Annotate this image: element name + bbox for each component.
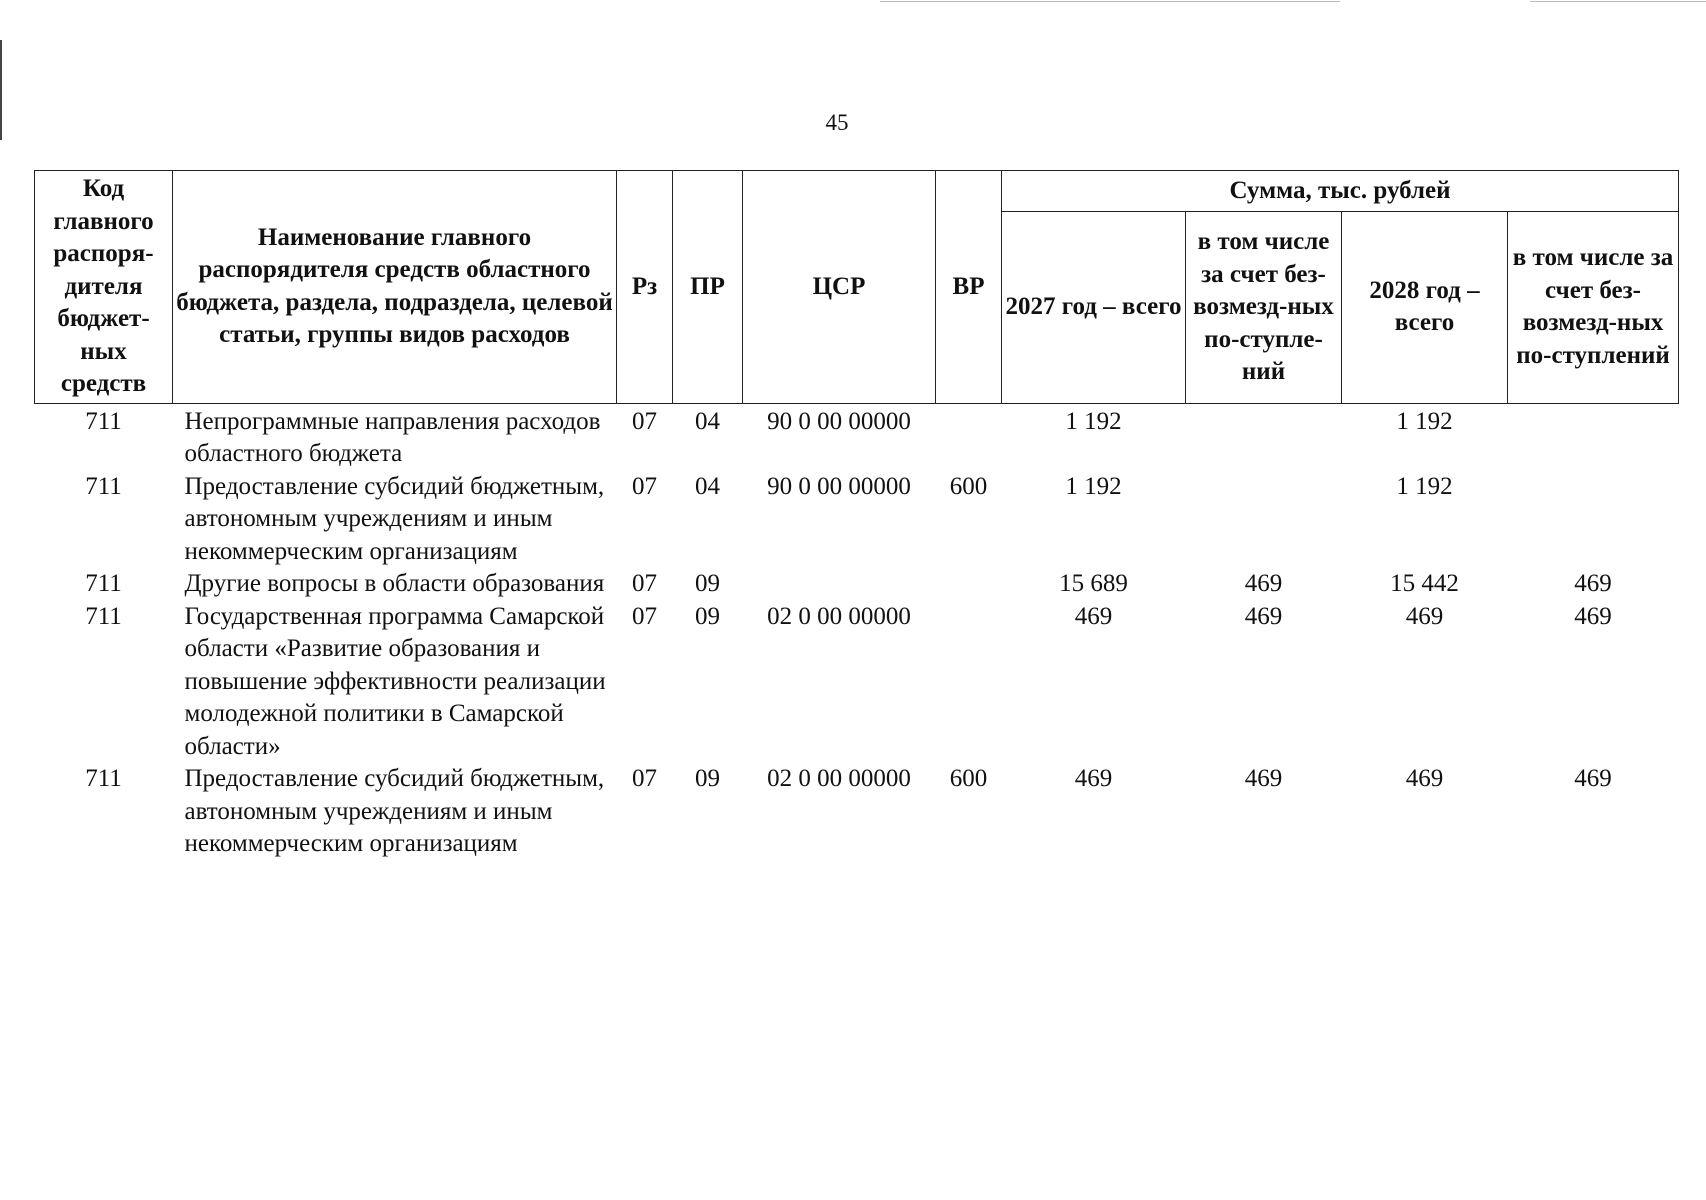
header-2027-grant: в том числе за счет без-возмезд-ных по-ступле-ний <box>1186 212 1342 404</box>
header-sum-group: Сумма, тыс. рублей <box>1002 171 1679 212</box>
header-2028-grant: в том числе за счет без-возмезд-ных по-ступлений <box>1508 212 1679 404</box>
cell-name: Предоставление субсидий бюджетным, автономным учреждениям и иным некоммерческим организациям <box>184 472 605 565</box>
header-name: Наименование главного распорядителя средств областного бюджета, раздела, подраздела, целевой статьи, группы видов расходов <box>173 171 617 404</box>
cell-csr: 02 0 00 00000 <box>767 602 911 630</box>
header-rz: Рз <box>617 171 673 404</box>
budget-table <box>34 170 1679 861</box>
budget-table-container <box>34 170 1678 861</box>
cell-csr: 02 0 00 00000 <box>767 765 911 792</box>
scan-edge-line <box>880 1 1340 2</box>
cell-csr <box>743 568 936 601</box>
cell-vr: 600 <box>949 765 988 792</box>
header-csr: ЦСР <box>743 171 936 404</box>
table-row <box>35 568 1679 601</box>
page-number: 45 <box>825 110 849 135</box>
cell-code: 711 <box>85 407 122 435</box>
cell-2028-total: 15 442 <box>1390 570 1459 597</box>
header-2028-total: 2028 год – всего <box>1342 212 1508 404</box>
cell-2027-total: 469 <box>1074 602 1113 630</box>
cell-2027-total: 1 192 <box>1065 472 1122 500</box>
cell-2028-grant <box>1508 471 1679 569</box>
cell-vr <box>936 568 1002 601</box>
cell-2028-grant: 469 <box>1574 570 1612 597</box>
cell-2028-grant: 469 <box>1574 602 1612 630</box>
cell-rz: 07 <box>632 602 657 630</box>
cell-vr <box>936 403 1002 471</box>
scan-edge-line <box>1530 1 1706 2</box>
cell-csr: 90 0 00 00000 <box>767 472 911 500</box>
cell-rz: 07 <box>632 765 657 792</box>
cell-name: Государственная программа Самарской области «Развитие образования и повышение эффективности реализации молодежной политики в Самарской области» <box>184 602 606 760</box>
header-pr: ПР <box>673 171 743 404</box>
cell-2027-total: 1 192 <box>1065 407 1122 435</box>
cell-2027-grant <box>1186 403 1342 471</box>
cell-code: 711 <box>85 472 122 500</box>
cell-name: Непрограммные направления расходов областного бюджета <box>184 407 601 467</box>
cell-code: 711 <box>85 602 122 630</box>
header-code: Код главного распоря-дителя бюджет-ных средств <box>35 171 173 404</box>
cell-2028-total: 469 <box>1405 765 1444 792</box>
cell-2027-grant: 469 <box>1244 765 1283 792</box>
cell-code: 711 <box>85 765 122 792</box>
cell-vr: 600 <box>949 472 988 500</box>
cell-rz: 07 <box>632 570 657 597</box>
cell-pr: 09 <box>695 765 720 792</box>
cell-2028-total: 1 192 <box>1396 472 1453 500</box>
cell-vr <box>936 601 1002 764</box>
cell-rz: 07 <box>632 407 657 435</box>
table-row <box>35 403 1679 471</box>
table-row <box>35 763 1679 861</box>
cell-code: 711 <box>85 570 122 597</box>
cell-2027-total: 15 689 <box>1059 570 1128 597</box>
cell-pr: 04 <box>695 472 720 500</box>
cell-2027-grant: 469 <box>1244 602 1283 630</box>
cell-csr: 90 0 00 00000 <box>767 407 911 435</box>
header-2027-total: 2027 год – всего <box>1002 212 1186 404</box>
cell-pr: 09 <box>695 570 720 597</box>
cell-rz: 07 <box>632 472 657 500</box>
cell-2028-total: 1 192 <box>1396 407 1453 435</box>
cell-name: Другие вопросы в области образования <box>184 570 605 597</box>
cell-2027-grant: 469 <box>1244 570 1283 597</box>
cell-2027-total: 469 <box>1074 765 1113 792</box>
cell-pr: 04 <box>695 407 720 435</box>
cell-2027-grant <box>1186 471 1342 569</box>
table-row <box>35 601 1679 764</box>
cell-2028-grant <box>1508 403 1679 471</box>
cell-pr: 09 <box>695 602 720 630</box>
table-row <box>35 471 1679 569</box>
cell-2028-grant: 469 <box>1574 765 1612 792</box>
header-vr: ВР <box>936 171 1002 404</box>
cell-2028-total: 469 <box>1405 602 1444 630</box>
cell-name: Предоставление субсидий бюджетным, автономным учреждениям и иным некоммерческим организациям <box>184 765 605 857</box>
